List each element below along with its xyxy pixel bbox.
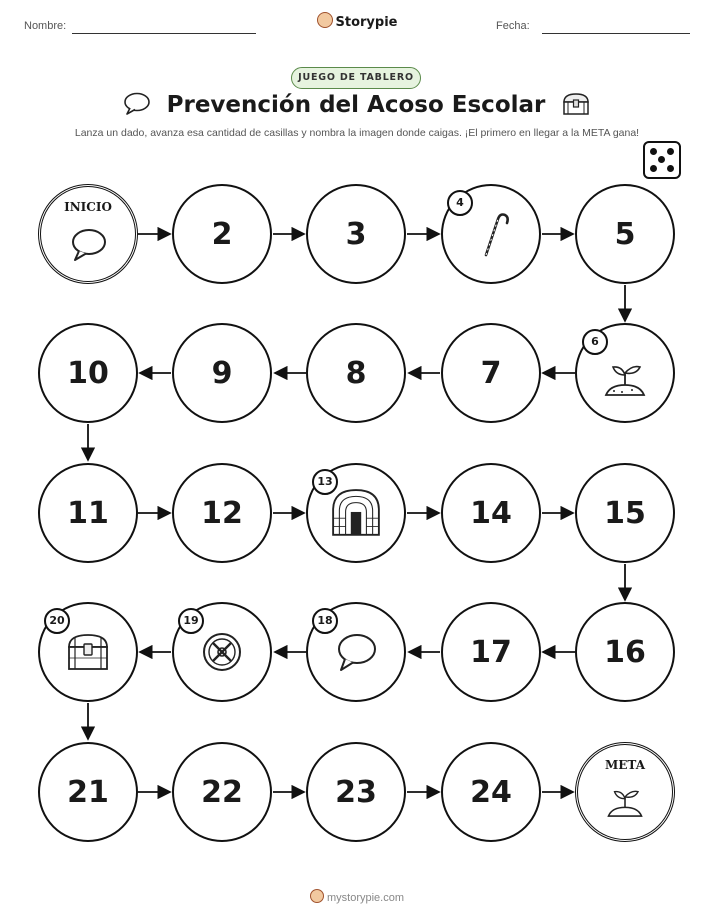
square-23	[306, 742, 406, 842]
date-label: Fecha:	[496, 20, 530, 32]
footer-url[interactable]: mystorypie.com	[326, 892, 405, 904]
square-5	[575, 184, 675, 284]
square-20-number-badge: 20	[44, 608, 70, 634]
square-11	[38, 463, 138, 563]
square-4-number-badge: 4	[447, 190, 473, 216]
square-12	[172, 463, 272, 563]
bear-icon	[310, 889, 324, 903]
square-3	[306, 184, 406, 284]
brand-name: Storypie	[335, 15, 398, 30]
square-2	[172, 184, 272, 284]
square-number: 10	[67, 355, 109, 391]
square-10	[38, 323, 138, 423]
speech-bubble-icon	[333, 629, 379, 675]
square-number: 22	[201, 774, 243, 810]
square-21	[38, 742, 138, 842]
finish-label: META	[604, 758, 645, 772]
square-number: 15	[604, 495, 646, 531]
square-number: 3	[345, 216, 367, 252]
finish-square	[575, 742, 675, 842]
name-label: Nombre:	[24, 20, 67, 32]
game-type-badge: JUEGO DE TABLERO	[291, 67, 421, 89]
square-number: 7	[480, 355, 502, 391]
square-number: 2	[211, 216, 233, 252]
square-number: 16	[604, 634, 646, 670]
page-title: Prevención del Acoso Escolar	[166, 92, 546, 118]
square-number: 9	[211, 355, 233, 391]
square-number: 12	[201, 495, 243, 531]
square-16	[575, 602, 675, 702]
square-number: 23	[335, 774, 377, 810]
footer	[0, 889, 714, 904]
square-22	[172, 742, 272, 842]
square-17	[441, 602, 541, 702]
safe-wheel-icon	[199, 629, 245, 675]
square-number: 17	[470, 634, 512, 670]
sprout-icon	[602, 357, 648, 403]
square-number: 21	[67, 774, 109, 810]
sprout-icon	[605, 783, 645, 823]
square-number: 11	[67, 495, 109, 531]
square-number: 5	[614, 216, 636, 252]
square-number: 24	[470, 774, 512, 810]
square-7	[441, 323, 541, 423]
square-8	[306, 323, 406, 423]
square-13-number-badge: 13	[312, 469, 338, 495]
square-6-number-badge: 6	[582, 329, 608, 355]
tunnel-icon	[330, 487, 382, 539]
cane-icon	[468, 211, 514, 257]
square-number: 14	[470, 495, 512, 531]
instructions: Lanza un dado, avanza esa cantidad de casillas y nombra la imagen donde caigas. ¡El primero en llegar a la META gana!	[74, 127, 640, 139]
square-19-number-badge: 19	[178, 608, 204, 634]
speech-bubble-icon	[68, 225, 108, 265]
square-18-number-badge: 18	[312, 608, 338, 634]
start-label: INICIO	[64, 200, 112, 214]
treasure-chest-icon	[65, 629, 111, 675]
start-square	[38, 184, 138, 284]
square-9	[172, 323, 272, 423]
square-15	[575, 463, 675, 563]
square-24	[441, 742, 541, 842]
square-14	[441, 463, 541, 563]
square-number: 8	[345, 355, 367, 391]
